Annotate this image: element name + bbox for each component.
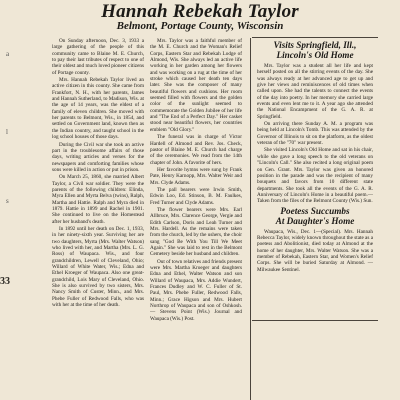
edge-fragment: l — [6, 128, 8, 136]
paragraph: The pall bearers were Irwin Smith, Edwin Loo, Ed. Stinson, B. M. Faulkes, Fred Turner and Clyde Adams. — [150, 186, 242, 206]
paragraph: She visited Lincoln's Old Home and sat in his chair, while she gave a long speech to the old veterans on "Lincoln's Call." She also recited a long original poem on Gen. Grant. Mrs. Taylor was given an honored position in the parade and was the recipient of many bouquets and favors from 10 different state departments. She took all the events of the G. A. R. Anniversary of Lincoln's Home in a beautiful poem.—Taken from the files of the Belmont County (Wis.) Sun. — [257, 147, 373, 205]
paragraph: On Sunday afternoon, Dec. 3, 1933 a large gathering of the people of this community came to Blaine M. E. Church, to pay their last tributes of respect to one of their oldest and much loved pioneer citizens of Portage county. — [52, 38, 144, 76]
paragraph: Waupaca, Wis., Dec. 1—(Special). Mrs. Hannah Rebecca Taylor, widely known throughout the state as a poetess and Abolitionist, died today at Almond at the home of her daughter, Mrs. Walter Watson. She was a member of Rebekah, Eastern Star, and Women's Relief Corps. She will be buried Saturday at Almond. — Milwaukee Sentinel. — [257, 228, 373, 273]
column-divider — [250, 38, 251, 400]
heading-line: Poetess Succumbs — [280, 205, 350, 216]
heading-line: At Daughter's Home — [275, 215, 355, 226]
heading-line: Lincoln's Old Home — [276, 50, 354, 60]
article-column-3 — [257, 38, 373, 400]
paragraph: The funeral was in charge of Victor Hardell of Almond and Rev. Jos. Check, pastor of Blaine M. E. Church had charge of the ceremonies. We read from the 14th chapter of John. A favorite of hers. — [150, 134, 242, 166]
paragraph: Mrs. Hannah Rebekah Taylor lived an active citizen in this county. She came from Frankfort, N. H., with her parents, James and Hannah Sutherland, to Madison, Wis. at the age of 14 years, was the eldest of a family of eleven children. She moved with her parents to Belmont, Wis., in 1854, and settled on Government land, known then as the Indian country, and taught school in the log school houses of those days. — [52, 77, 144, 141]
edge-fragment: a — [6, 50, 10, 58]
paragraph: Out of town relatives and friends present were Mrs. Martha Kroeger and daughters Edna and Ethel, Walter Watson and son Willard of Waupaca, Mrs. Addie Wundert, Frances Dudley and W. C. Fuller of St. Paul, Mrs. Phebe Fuller, Redwood Falls, Minn.; Grace Higson and Mrs. Hubert Northrop of Waupaca and son of Oshkosh. — Stevens Point (Wis.) Journal and Waupaca (Wis.) Post. — [150, 258, 242, 322]
paragraph: On March 25, 1860, she married Albert Taylor, a Civil war soldier. They were the parents of the following children: Elinda, Myra Ellen and Myrta Belva (twins), Ralph, Martha and Hattie. Ralph and Myra died in 1879. Hattie in 1899 and Rachel in 1901. She continued to live on the Homestead after her husband's death. — [52, 174, 144, 225]
edge-fragment: s — [6, 197, 9, 205]
paragraph: The flower bearers were Mrs. Earl Allbruce, Mrs. Clarence George, Vergie and Edith Carlson, Doris and Leah Turner and Mrs. Hardell. As the remains were taken from the church, led by the ushers, the choir sang "God Be With You Till We Meet Again." She was laid to rest in the Belmont Cemetery beside her husband and children. — [150, 206, 242, 258]
paragraph: In 1892 until her death on Dec. 1, 1933, in her ninety-sixth year. Surviving her are two daughters, Myrta (Mrs. Walter Watson) who lived with her, and Martha (Mrs. L. G. Ross) of Waupaca. Wis., and four grandchildren, Lewell of Cleveland, Ohio; Willard of White Water, Wis.; Edna and Ethel Kroeger of Waupaca. Also one great-grandchild, Lois Mary of Cleveland, Ohio. She is also survived by two sisters, Mrs. Nancy Smith of Custer, Minn., and Mrs. Phebe Fuller of Redwood Falls, who was with her at the time of her death. — [52, 225, 144, 309]
article-title: Hannah Rebekah Taylor — [101, 1, 299, 22]
article-subtitle: Belmont, Portage County, Wisconsin — [116, 20, 284, 32]
paragraph: During the Civil war she took an active part in the troublesome affairs of those days, writing articles and verses for the newspapers and comforting families whose sons were killed in action or put in prison. — [52, 141, 144, 173]
paragraph: Mrs. Taylor was a student all her life and kept herself posted on all the stirring events of the day. She was always ready at her advanced age to get up and give her views and reminiscences of old times when called upon. She had the talents to connect the events of the day into poetry. In her memory she carried large events and even lent me to it. A year ago she attended the National Encampment of the G. A. R. at Springfield. — [257, 63, 373, 120]
edge-page-number: 33 — [0, 276, 10, 287]
section-heading-poetess — [257, 206, 373, 226]
paragraph: On arriving there Sunday A. M. a program was being held at Lincoln's Tomb. This was attended by the Governor of Illinois to sit on the platform, as the oldest veteran of the "70" war present. — [257, 121, 373, 147]
paragraph: Mrs. Taylor was a faithful member of the M. E. Church and the Woman's Relief Corps, Eastern Star and Rebekah Lodge of Almond, Wis. She always led an active life working in her garden among her flowers and was working on a rug at the time of her stroke which caused her death ten days later. She was the composer of many beautiful flowers and cushions. Her room seemed filled with flowers and the golden color of the sunlight seemed to commemorate the Golden Jubilee of her life and "The End of a Perfect Day." Her casket stood near beautiful flowers, her countries emblem "Old Glory." — [150, 38, 242, 133]
paragraph: Her favorite hymns were sung by Frank Pate, Henry Karnopp, Mrs. Walter Weir and Mrs. Clyde Adams. — [150, 166, 242, 186]
heading-line: Visits Springfield, Ill., — [273, 40, 357, 50]
article-column-2 — [150, 38, 242, 400]
article-column-1 — [52, 38, 144, 400]
section-heading-springfield — [257, 40, 373, 60]
